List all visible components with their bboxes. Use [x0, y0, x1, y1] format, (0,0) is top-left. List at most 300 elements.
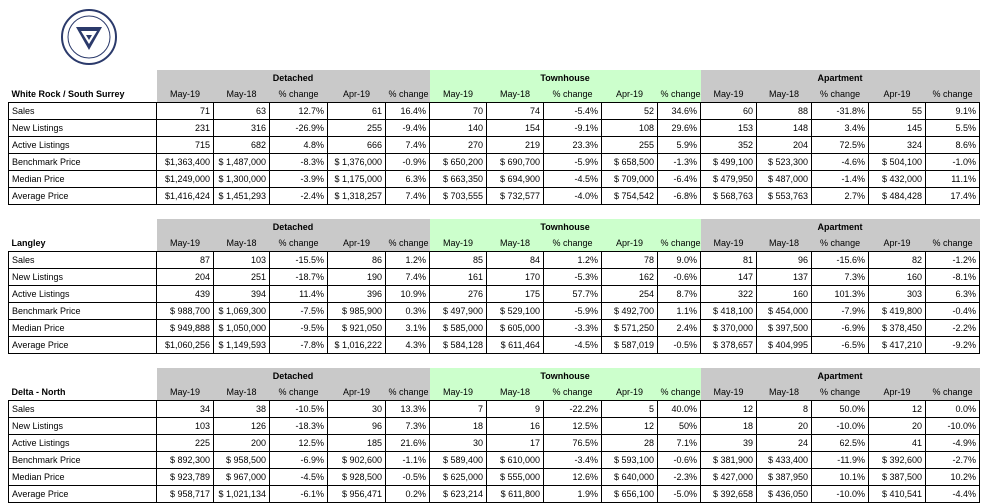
row-label: Median Price	[9, 469, 157, 486]
row-label: Active Listings	[9, 286, 157, 303]
data-cell: 7.1%	[658, 435, 701, 452]
table-row	[9, 320, 980, 337]
data-cell: 2.4%	[658, 320, 701, 337]
data-cell: -31.8%	[812, 103, 869, 120]
data-cell: 63	[214, 103, 270, 120]
data-cell: 439	[157, 286, 214, 303]
data-cell: 18	[701, 418, 757, 435]
sub-header-cell: % change	[544, 385, 602, 401]
row-label: Benchmark Price	[9, 452, 157, 469]
data-cell: -0.9%	[386, 154, 430, 171]
data-cell: $ 484,428	[869, 188, 926, 205]
row-label: Sales	[9, 103, 157, 120]
region-title: Langley	[11, 238, 46, 248]
region-title: Delta - North	[11, 387, 66, 397]
data-cell: 251	[214, 269, 270, 286]
row-label: Sales	[9, 252, 157, 269]
sub-header-cell: % change	[926, 236, 980, 252]
sub-header-cell: Apr-19	[328, 236, 386, 252]
sub-header-cell: May-19	[430, 385, 487, 401]
data-cell: 5	[602, 401, 658, 418]
data-cell: -8.1%	[926, 269, 980, 286]
data-cell: 86	[328, 252, 386, 269]
data-cell: -5.9%	[544, 154, 602, 171]
data-cell: -5.4%	[544, 103, 602, 120]
data-cell: 254	[602, 286, 658, 303]
data-cell: 96	[328, 418, 386, 435]
data-cell: -4.6%	[812, 154, 869, 171]
data-cell: -10.5%	[270, 401, 328, 418]
data-cell: $ 892,300	[157, 452, 214, 469]
data-cell: -6.9%	[812, 320, 869, 337]
data-cell: 140	[430, 120, 487, 137]
data-cell: 270	[430, 137, 487, 154]
data-cell: 225	[157, 435, 214, 452]
group-header-apartment: Apartment	[701, 368, 980, 385]
data-cell: $ 436,050	[757, 486, 812, 503]
data-cell: 30	[328, 401, 386, 418]
data-cell: 12.5%	[270, 435, 328, 452]
stats-table	[8, 219, 980, 354]
data-cell: $ 433,400	[757, 452, 812, 469]
data-cell: 0.0%	[926, 401, 980, 418]
table-row	[9, 286, 980, 303]
data-cell: 231	[157, 120, 214, 137]
sub-header-cell: May-19	[430, 87, 487, 103]
sub-header-cell: May-18	[214, 87, 270, 103]
table-row	[9, 435, 980, 452]
data-cell: 20	[757, 418, 812, 435]
data-cell: -9.5%	[270, 320, 328, 337]
data-cell: 148	[757, 120, 812, 137]
data-cell: 11.1%	[926, 171, 980, 188]
data-cell: -6.9%	[270, 452, 328, 469]
sub-header-cell: May-19	[701, 87, 757, 103]
data-cell: 204	[757, 137, 812, 154]
data-cell: $ 392,600	[869, 452, 926, 469]
data-cell: 12.7%	[270, 103, 328, 120]
data-cell: 4.8%	[270, 137, 328, 154]
table-row	[9, 486, 980, 503]
data-cell: $ 499,100	[701, 154, 757, 171]
data-cell: $1,249,000	[157, 171, 214, 188]
data-cell: 78	[602, 252, 658, 269]
data-cell: 324	[869, 137, 926, 154]
data-cell: -3.4%	[544, 452, 602, 469]
data-cell: -10.0%	[926, 418, 980, 435]
sub-header-cell: May-18	[214, 385, 270, 401]
data-cell: $ 958,717	[157, 486, 214, 503]
data-cell: $ 1,376,000	[328, 154, 386, 171]
data-cell: -0.5%	[386, 469, 430, 486]
data-cell: 170	[487, 269, 544, 286]
data-cell: $ 928,500	[328, 469, 386, 486]
data-cell: $ 529,100	[487, 303, 544, 320]
data-cell: 103	[214, 252, 270, 269]
data-cell: 41	[869, 435, 926, 452]
sub-header-cell: May-19	[701, 385, 757, 401]
row-label: Median Price	[9, 171, 157, 188]
data-cell: -26.9%	[270, 120, 328, 137]
sub-header-cell: % change	[812, 236, 869, 252]
data-cell: $ 523,300	[757, 154, 812, 171]
data-cell: -4.0%	[544, 188, 602, 205]
data-cell: 1.9%	[544, 486, 602, 503]
table-row	[9, 401, 980, 418]
data-cell: -6.4%	[658, 171, 701, 188]
group-header-detached: Detached	[157, 70, 430, 87]
row-label: Average Price	[9, 188, 157, 205]
blank-cell	[9, 368, 157, 385]
data-cell: -0.5%	[658, 337, 701, 354]
data-cell: $1,060,256	[157, 337, 214, 354]
data-cell: 85	[430, 252, 487, 269]
data-cell: $1,416,424	[157, 188, 214, 205]
data-cell: -1.2%	[926, 252, 980, 269]
data-cell: $ 1,300,000	[214, 171, 270, 188]
data-cell: $ 504,100	[869, 154, 926, 171]
data-cell: $ 555,000	[487, 469, 544, 486]
data-cell: 0.2%	[386, 486, 430, 503]
data-cell: 1.2%	[386, 252, 430, 269]
data-cell: 84	[487, 252, 544, 269]
data-cell: $ 589,400	[430, 452, 487, 469]
data-cell: 12.6%	[544, 469, 602, 486]
table-row	[9, 188, 980, 205]
sub-header-cell: May-18	[757, 385, 812, 401]
sub-header-cell: % change	[386, 385, 430, 401]
data-cell: $ 690,700	[487, 154, 544, 171]
data-cell: -2.3%	[658, 469, 701, 486]
sub-header-cell: Apr-19	[328, 87, 386, 103]
data-cell: $ 392,658	[701, 486, 757, 503]
group-header-townhouse: Townhouse	[430, 70, 701, 87]
sub-header-cell: May-19	[157, 87, 214, 103]
sub-header-cell: May-19	[157, 385, 214, 401]
data-cell: 185	[328, 435, 386, 452]
data-cell: 8	[757, 401, 812, 418]
data-cell: -22.2%	[544, 401, 602, 418]
data-cell: 12.5%	[544, 418, 602, 435]
data-cell: -4.9%	[926, 435, 980, 452]
group-header-detached: Detached	[157, 219, 430, 236]
data-cell: $ 1,149,593	[214, 337, 270, 354]
data-cell: -7.9%	[812, 303, 869, 320]
data-cell: $ 623,214	[430, 486, 487, 503]
group-header-townhouse: Townhouse	[430, 368, 701, 385]
data-cell: -1.4%	[812, 171, 869, 188]
data-cell: 1.2%	[544, 252, 602, 269]
data-cell: $ 658,500	[602, 154, 658, 171]
data-cell: 40.0%	[658, 401, 701, 418]
sub-header-cell: May-18	[487, 236, 544, 252]
data-cell: 57.7%	[544, 286, 602, 303]
data-cell: -6.8%	[658, 188, 701, 205]
sub-header-cell: May-18	[757, 236, 812, 252]
stats-table	[8, 368, 980, 503]
sub-header-cell: May-18	[487, 87, 544, 103]
data-cell: $ 587,019	[602, 337, 658, 354]
table-row	[9, 154, 980, 171]
data-cell: $ 1,318,257	[328, 188, 386, 205]
data-cell: -18.7%	[270, 269, 328, 286]
row-label: New Listings	[9, 418, 157, 435]
data-cell: $ 1,175,000	[328, 171, 386, 188]
data-cell: 76.5%	[544, 435, 602, 452]
data-cell: $ 387,500	[869, 469, 926, 486]
data-cell: $ 387,950	[757, 469, 812, 486]
data-cell: 16.4%	[386, 103, 430, 120]
sub-header-cell: Apr-19	[328, 385, 386, 401]
data-cell: 71	[157, 103, 214, 120]
row-label: Median Price	[9, 320, 157, 337]
data-cell: 10.9%	[386, 286, 430, 303]
data-cell: $ 656,100	[602, 486, 658, 503]
data-cell: $ 605,000	[487, 320, 544, 337]
data-cell: -9.4%	[386, 120, 430, 137]
data-cell: $ 709,000	[602, 171, 658, 188]
data-cell: $ 378,657	[701, 337, 757, 354]
data-cell: 4.3%	[386, 337, 430, 354]
data-cell: 126	[214, 418, 270, 435]
sub-header-cell: May-19	[157, 236, 214, 252]
data-cell: $ 418,100	[701, 303, 757, 320]
table-row	[9, 452, 980, 469]
data-cell: -5.3%	[544, 269, 602, 286]
data-cell: $ 571,250	[602, 320, 658, 337]
data-cell: $ 610,000	[487, 452, 544, 469]
data-cell: 50%	[658, 418, 701, 435]
row-label: Average Price	[9, 486, 157, 503]
data-cell: 74	[487, 103, 544, 120]
row-label: Average Price	[9, 337, 157, 354]
data-cell: -1.3%	[658, 154, 701, 171]
data-cell: $ 625,000	[430, 469, 487, 486]
sub-header-cell: % change	[926, 87, 980, 103]
data-cell: -2.7%	[926, 452, 980, 469]
data-cell: $ 703,555	[430, 188, 487, 205]
data-cell: 10.2%	[926, 469, 980, 486]
data-cell: 34.6%	[658, 103, 701, 120]
data-cell: 16	[487, 418, 544, 435]
data-cell: 17.4%	[926, 188, 980, 205]
fvreb-logo	[50, 8, 128, 66]
row-label: Benchmark Price	[9, 154, 157, 171]
data-cell: -4.4%	[926, 486, 980, 503]
sub-header-cell: % change	[812, 87, 869, 103]
data-cell: -2.4%	[270, 188, 328, 205]
data-cell: 72.5%	[812, 137, 869, 154]
data-cell: 3.4%	[812, 120, 869, 137]
data-cell: 8.6%	[926, 137, 980, 154]
sub-header-cell: Apr-19	[602, 385, 658, 401]
data-cell: -3.3%	[544, 320, 602, 337]
data-cell: 30	[430, 435, 487, 452]
section-block-0	[8, 70, 977, 205]
sub-header-cell: % change	[386, 87, 430, 103]
group-header-detached: Detached	[157, 368, 430, 385]
data-cell: $ 663,350	[430, 171, 487, 188]
data-cell: $ 956,471	[328, 486, 386, 503]
data-cell: 82	[869, 252, 926, 269]
sub-header-cell: May-19	[701, 236, 757, 252]
sub-header-cell: % change	[658, 87, 701, 103]
data-cell: 70	[430, 103, 487, 120]
data-cell: 17	[487, 435, 544, 452]
sub-header-cell: May-18	[487, 385, 544, 401]
row-label: New Listings	[9, 269, 157, 286]
data-cell: 81	[701, 252, 757, 269]
row-label: Sales	[9, 401, 157, 418]
data-cell: -0.4%	[926, 303, 980, 320]
table-row	[9, 103, 980, 120]
table-row	[9, 418, 980, 435]
data-cell: -4.5%	[270, 469, 328, 486]
data-cell: -0.6%	[658, 452, 701, 469]
data-cell: $ 611,800	[487, 486, 544, 503]
data-cell: 7.4%	[386, 137, 430, 154]
sub-header-cell: Apr-19	[602, 87, 658, 103]
data-cell: 34	[157, 401, 214, 418]
data-cell: 190	[328, 269, 386, 286]
data-cell: -1.0%	[926, 154, 980, 171]
data-cell: $ 923,789	[157, 469, 214, 486]
data-cell: 101.3%	[812, 286, 869, 303]
data-cell: -7.8%	[270, 337, 328, 354]
group-header-row	[9, 368, 980, 385]
row-label: Active Listings	[9, 137, 157, 154]
sub-header-cell: % change	[386, 236, 430, 252]
data-cell: -1.1%	[386, 452, 430, 469]
sub-header-cell: % change	[812, 385, 869, 401]
data-cell: $ 754,542	[602, 188, 658, 205]
data-cell: 29.6%	[658, 120, 701, 137]
data-cell: 10.1%	[812, 469, 869, 486]
data-cell: 96	[757, 252, 812, 269]
data-cell: 160	[757, 286, 812, 303]
data-cell: $ 397,500	[757, 320, 812, 337]
data-cell: 108	[602, 120, 658, 137]
data-cell: 204	[157, 269, 214, 286]
data-cell: -15.6%	[812, 252, 869, 269]
table-row	[9, 171, 980, 188]
data-cell: 38	[214, 401, 270, 418]
data-cell: $ 1,016,222	[328, 337, 386, 354]
data-cell: -15.5%	[270, 252, 328, 269]
table-row	[9, 269, 980, 286]
group-header-apartment: Apartment	[701, 219, 980, 236]
sub-header-cell: % change	[658, 385, 701, 401]
table-row	[9, 252, 980, 269]
data-cell: 6.3%	[926, 286, 980, 303]
data-cell: 39	[701, 435, 757, 452]
data-cell: -6.5%	[812, 337, 869, 354]
data-cell: 394	[214, 286, 270, 303]
data-cell: 9.1%	[926, 103, 980, 120]
data-cell: 154	[487, 120, 544, 137]
data-cell: $ 479,950	[701, 171, 757, 188]
data-cell: $ 432,000	[869, 171, 926, 188]
data-cell: 24	[757, 435, 812, 452]
sub-header-cell: May-19	[430, 236, 487, 252]
data-cell: 255	[602, 137, 658, 154]
data-cell: $ 650,200	[430, 154, 487, 171]
data-cell: $ 640,000	[602, 469, 658, 486]
sub-header-cell: % change	[270, 236, 328, 252]
data-cell: 6.3%	[386, 171, 430, 188]
data-cell: 145	[869, 120, 926, 137]
data-cell: $1,363,400	[157, 154, 214, 171]
sub-header-cell: % change	[926, 385, 980, 401]
data-cell: -9.2%	[926, 337, 980, 354]
data-cell: 7	[430, 401, 487, 418]
data-cell: $ 1,021,134	[214, 486, 270, 503]
data-cell: $ 370,000	[701, 320, 757, 337]
data-cell: $ 1,050,000	[214, 320, 270, 337]
data-cell: 352	[701, 137, 757, 154]
data-cell: $ 732,577	[487, 188, 544, 205]
row-label: Benchmark Price	[9, 303, 157, 320]
data-cell: 7.3%	[386, 418, 430, 435]
sub-header-cell: % change	[270, 385, 328, 401]
row-label: New Listings	[9, 120, 157, 137]
sub-header-row	[9, 236, 980, 252]
sub-header-row	[9, 385, 980, 401]
data-cell: 715	[157, 137, 214, 154]
data-cell: 316	[214, 120, 270, 137]
data-cell: 255	[328, 120, 386, 137]
region-title: White Rock / South Surrey	[11, 89, 125, 99]
data-cell: $ 410,541	[869, 486, 926, 503]
sub-header-cell: Apr-19	[869, 385, 926, 401]
group-header-townhouse: Townhouse	[430, 219, 701, 236]
data-cell: 161	[430, 269, 487, 286]
data-cell: $ 381,900	[701, 452, 757, 469]
data-cell: 55	[869, 103, 926, 120]
data-cell: $ 902,600	[328, 452, 386, 469]
data-cell: 12	[869, 401, 926, 418]
data-cell: 175	[487, 286, 544, 303]
data-cell: -9.1%	[544, 120, 602, 137]
data-cell: -7.5%	[270, 303, 328, 320]
sub-header-row	[9, 87, 980, 103]
data-cell: $ 958,500	[214, 452, 270, 469]
data-cell: 28	[602, 435, 658, 452]
section-block-1	[8, 219, 977, 354]
sub-header-cell: May-18	[757, 87, 812, 103]
data-cell: -3.9%	[270, 171, 328, 188]
data-cell: 162	[602, 269, 658, 286]
data-cell: 147	[701, 269, 757, 286]
data-cell: 303	[869, 286, 926, 303]
data-cell: $ 487,000	[757, 171, 812, 188]
data-cell: 103	[157, 418, 214, 435]
data-cell: $ 454,000	[757, 303, 812, 320]
data-cell: 682	[214, 137, 270, 154]
data-cell: 1.1%	[658, 303, 701, 320]
table-row	[9, 120, 980, 137]
data-cell: 5.5%	[926, 120, 980, 137]
data-cell: -0.6%	[658, 269, 701, 286]
data-cell: $ 1,487,000	[214, 154, 270, 171]
data-cell: -8.3%	[270, 154, 328, 171]
data-cell: -5.9%	[544, 303, 602, 320]
data-cell: 88	[757, 103, 812, 120]
data-cell: -4.5%	[544, 337, 602, 354]
sub-header-cell: % change	[544, 236, 602, 252]
data-cell: 18	[430, 418, 487, 435]
data-cell: $ 949,888	[157, 320, 214, 337]
